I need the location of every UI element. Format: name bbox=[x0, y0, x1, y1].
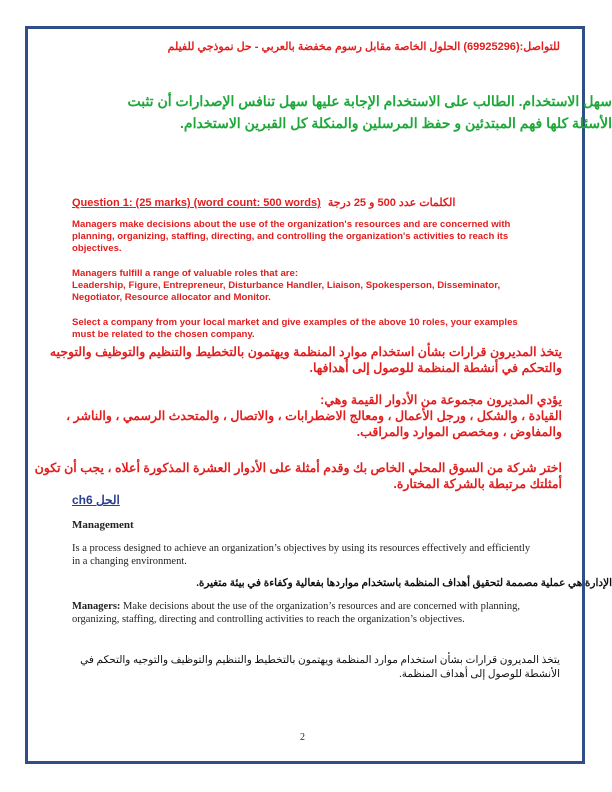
arabic-translation-3 bbox=[34, 460, 562, 492]
chapter-heading: الحل ch6 bbox=[72, 493, 120, 507]
task-instruction-red: Select a company from your local market and give examples of the above 10 roles, your examples must be related to the chosen company. bbox=[72, 317, 518, 340]
arabic-translation-1 bbox=[42, 344, 562, 376]
arabic-2-line-3: والمفاوض ، ومخصص الموارد والمراقب. bbox=[356, 425, 562, 439]
managers-paragraph bbox=[72, 600, 542, 626]
intro-line-1: سهل الاستخدام. الطالب على الاستخدام الإجابة عليها سهل تنافس الإصدارات أن تثبت bbox=[127, 93, 612, 109]
roles-intro: Managers fulfill a range of valuable roles that are: bbox=[72, 268, 299, 279]
arabic-translation-2 bbox=[42, 392, 562, 440]
arabic-1-line-2: والتحكم في أنشطة المنظمة للوصول إلى أهدافها. bbox=[309, 361, 562, 375]
intro-paragraph bbox=[40, 90, 612, 134]
managers-body: Make decisions about the use of the organization’s resources and are concerned with planning, organizing, staffing, directing and controlling activities to reach the organization’s objectives. bbox=[72, 601, 520, 625]
intro-line-2: الأسئلة كلها فهم المبتدئين و حفظ المرسلين والمنكلة كل القبرين الاستخدام. bbox=[180, 115, 612, 131]
managers-definition-red: Managers make decisions about the use of the organization's resources and are concerned with planning, organizing, staffing, directing, and controlling the organization's activities to reach its objectives. bbox=[72, 219, 511, 254]
question-title-text: Question 1: (25 marks) (word count: 500 words) bbox=[72, 197, 321, 209]
question-title bbox=[72, 196, 562, 209]
arabic-3-line-2: أمثلتك مرتبطة بالشركة المختارة. bbox=[393, 477, 562, 491]
roles-list: Leadership, Figure, Entrepreneur, Disturbance Handler, Liaison, Spokesperson, Disseminator, Negotiator, Resource allocator and Monitor. bbox=[72, 280, 501, 303]
management-arabic: الإدارة هي عملية مصممة لتحقيق أهداف المنظمة باستخدام مواردها بفعالية وكفاءة في بيئة متغيرة. bbox=[196, 578, 612, 589]
arabic-1-line-1: يتخذ المديرون قرارات بشأن استخدام موارد المنظمة ويهتمون بالتخطيط والتنظيم والتوظيف والتوجيه bbox=[49, 345, 562, 359]
managers-label: Managers: bbox=[72, 601, 121, 612]
managers-arabic-line-2: الأنشطة للوصول إلى أهداف المنظمة. bbox=[399, 669, 560, 680]
managers-arabic-line-1: يتخذ المديرون قرارات بشأن استخدام موارد المنظمة ويهتمون بالتخطيط والتنظيم والتوظيف والتوجيه والتحكم في bbox=[80, 655, 560, 666]
management-heading: Management bbox=[72, 519, 134, 531]
arabic-2-line-2: القيادة ، والشكل ، ورجل الأعمال ، ومعالج الاضطرابات ، والاتصال ، والمتحدث الرسمي ، والناشر ، bbox=[66, 409, 562, 423]
managers-roles-red bbox=[72, 268, 522, 304]
management-body: Is a process designed to achieve an organization’s objectives by using its resources effectively and efficiently in a changing environment. bbox=[72, 543, 531, 567]
managers-arabic bbox=[80, 654, 560, 682]
page-number: 2 bbox=[300, 732, 305, 743]
arabic-2-line-1: يؤدي المديرون مجموعة من الأدوار القيمة وهي: bbox=[320, 393, 562, 407]
question-title-arabic: الكلمات عدد 500 و 25 درجة bbox=[327, 197, 456, 209]
header-line: للتواصل:(69925296) الحلول الخاصة مقابل رسوم مخفضة بالعربي - حل نموذجي للفيلم bbox=[167, 41, 560, 53]
arabic-3-line-1: اختر شركة من السوق المحلي الخاص بك وقدم أمثلة على الأدوار العشرة المذكورة أعلاه ، يجب أن تكون bbox=[34, 461, 562, 475]
